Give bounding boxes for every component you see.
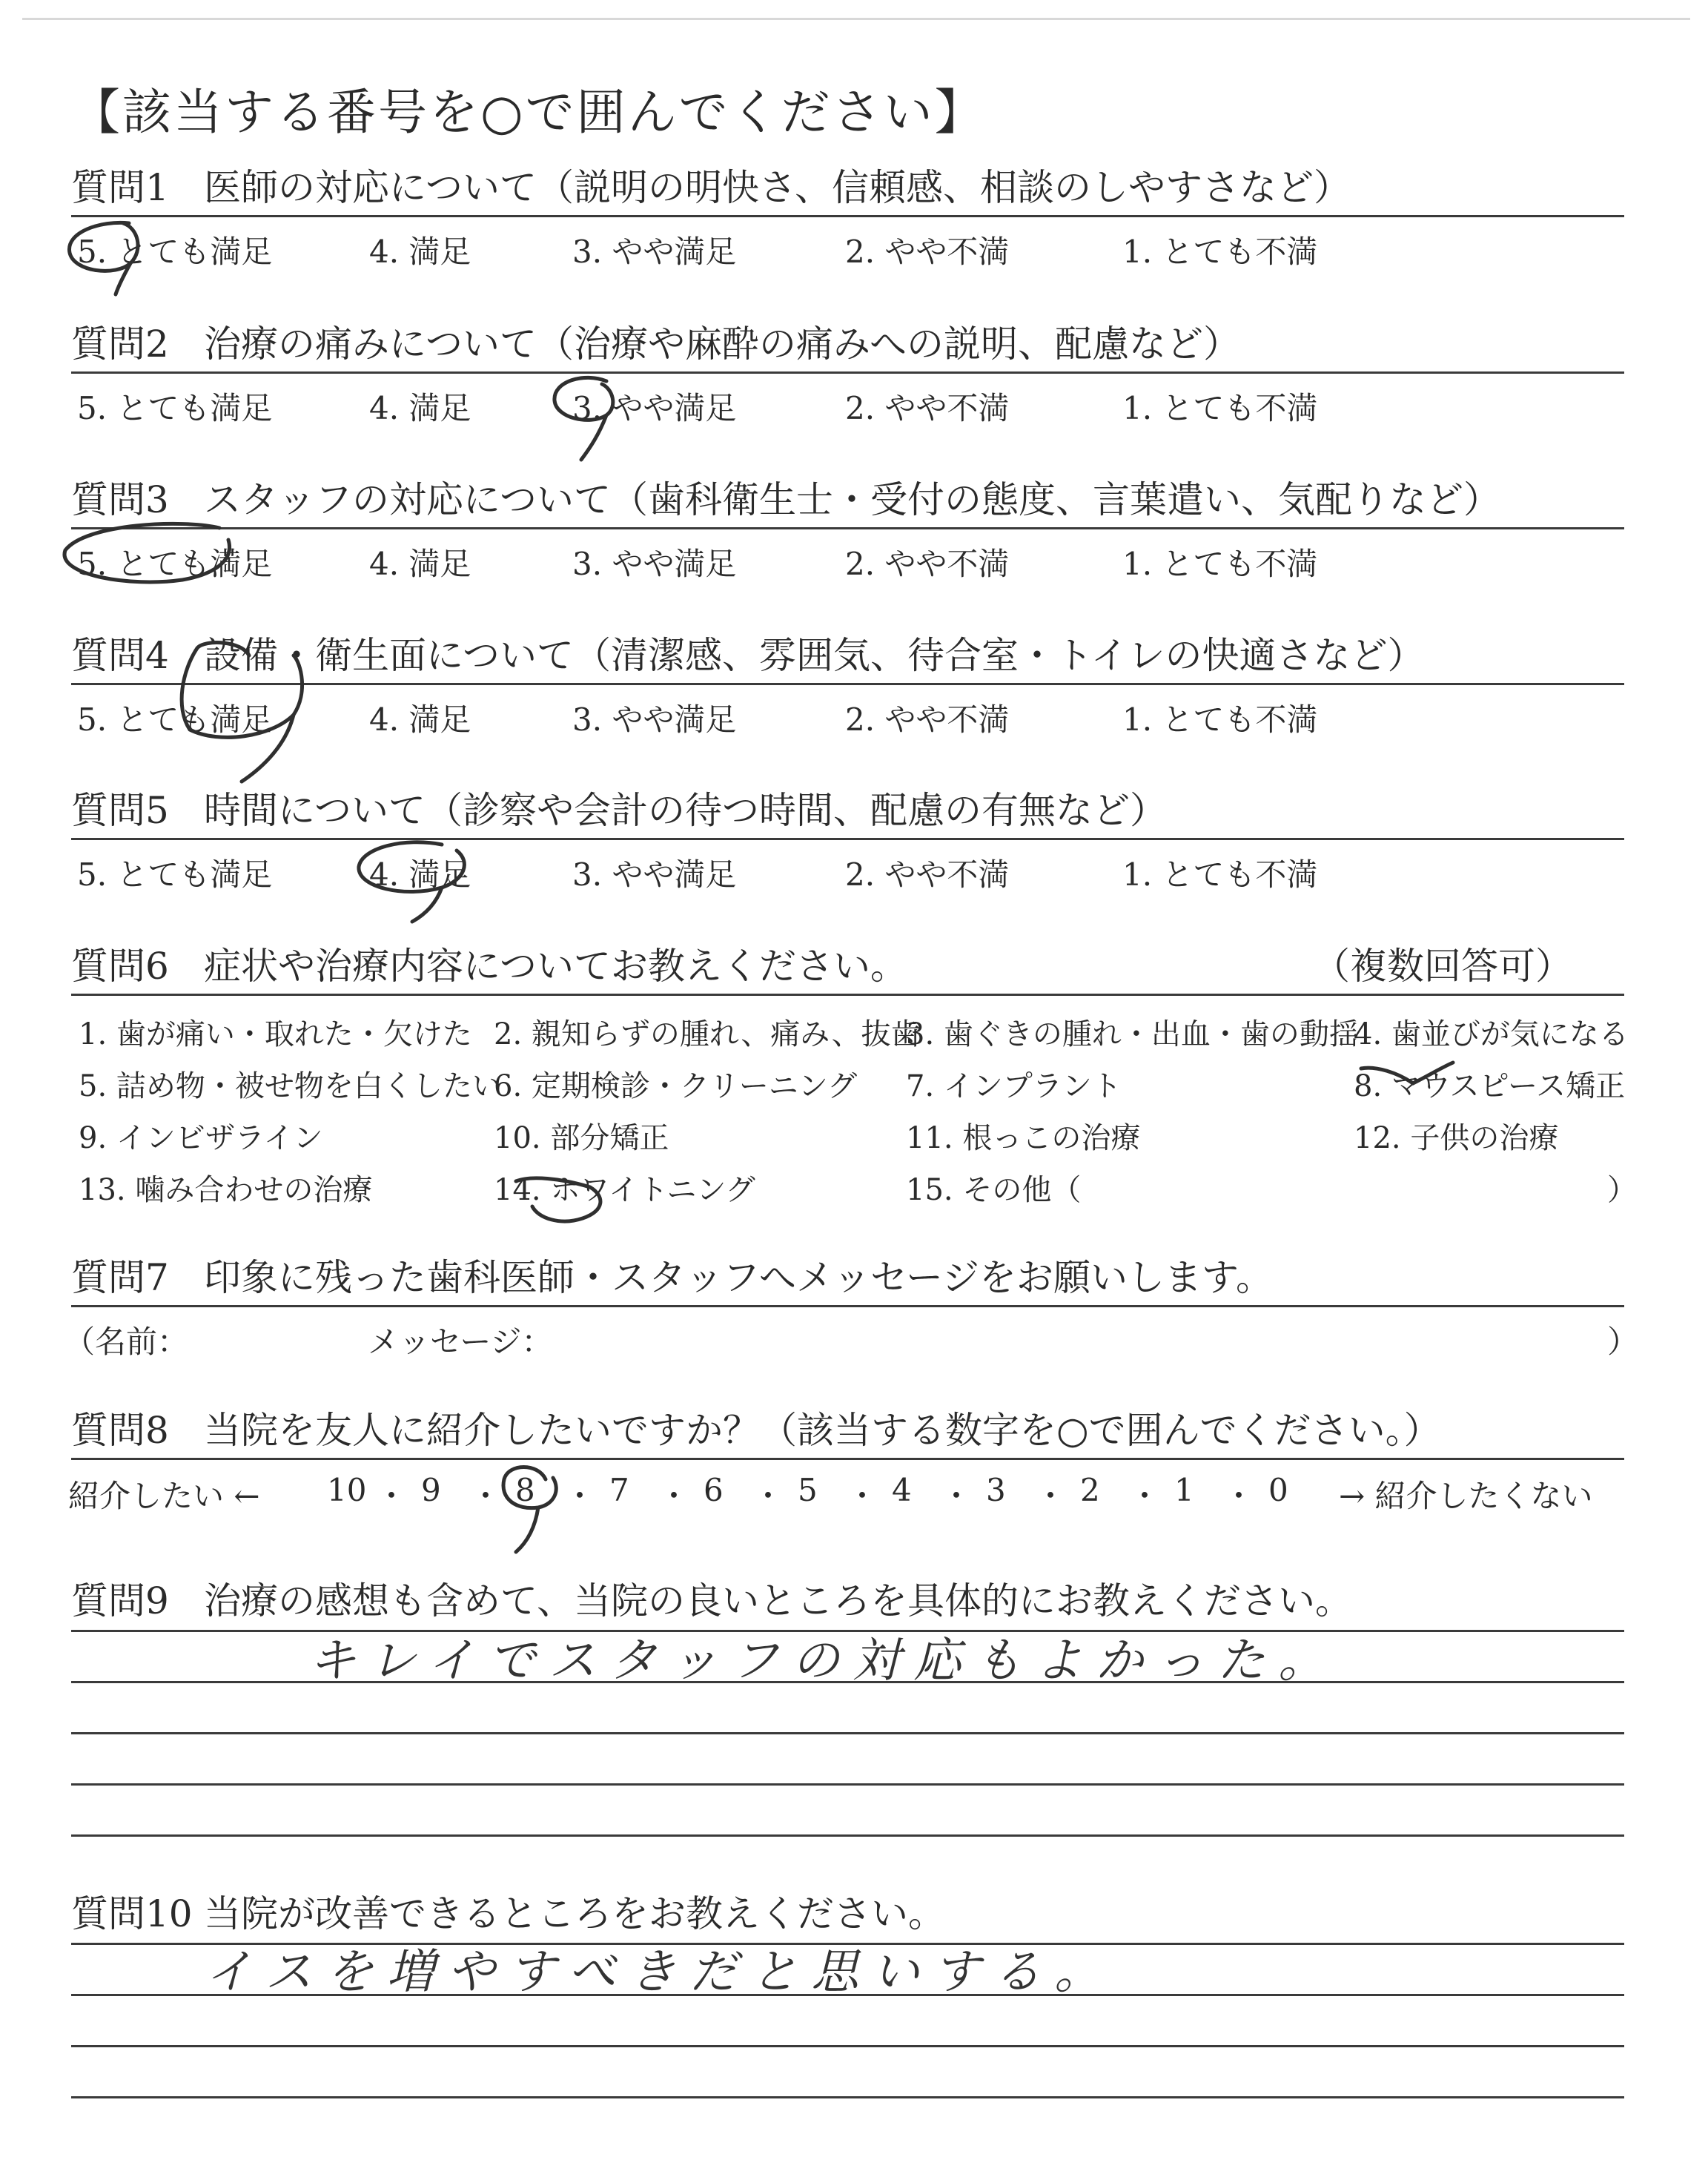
treatment-option[interactable]: 4. 歯並びが気になる (1354, 1017, 1629, 1051)
scale-separator: ・ (752, 1478, 784, 1514)
option-1[interactable]: 1. とても不満 (1122, 856, 1318, 893)
option-3[interactable]: 3. やや満足 (572, 701, 737, 738)
question-number: 質問2 (71, 323, 169, 366)
question-7 (64, 1255, 1639, 1360)
recommend-scale (68, 1460, 1624, 1514)
scale-number[interactable]: 0 (1268, 1472, 1288, 1508)
treatment-option[interactable]: 10. 部分矯正 (494, 1121, 669, 1155)
scale-separator: ・ (1035, 1478, 1067, 1514)
scale-separator: ・ (658, 1478, 690, 1514)
scale-number[interactable]: 3 (986, 1472, 1006, 1508)
answer-line (71, 1834, 1624, 1837)
name-label: （名前： (64, 1324, 189, 1360)
treatment-option-other[interactable]: 15. その他（ (906, 1173, 1082, 1207)
treatment-option[interactable]: 12. 子供の治療 (1354, 1121, 1559, 1155)
message-label: メッセージ： (368, 1324, 553, 1360)
question-text: 症状や治療内容についてお教えください。 (204, 945, 907, 988)
scale-separator: ・ (470, 1478, 502, 1514)
scale-separator: ・ (564, 1478, 596, 1514)
option-2[interactable]: 2. やや不満 (845, 234, 1010, 270)
rating-options (71, 529, 1624, 582)
question-number: 質問4 (71, 634, 169, 677)
question-text: スタッフの対応について（歯科衛生士・受付の態度、言葉遣い、気配りなど） (204, 478, 1500, 521)
question-text: 当院が改善できるところをお教えください。 (204, 1892, 945, 1935)
scale-number[interactable]: 1 (1174, 1472, 1194, 1508)
option-4[interactable]: 4. 満足 (369, 856, 471, 893)
scale-number[interactable]: 7 (609, 1472, 629, 1508)
option-1[interactable]: 1. とても不満 (1122, 546, 1318, 582)
handwritten-answer: イスを増やすべきだと思いする。 (205, 1945, 1116, 2000)
question-number: 質問10 (71, 1892, 193, 1935)
option-2[interactable]: 2. やや不満 (845, 546, 1010, 582)
treatment-option[interactable]: 11. 根っこの治療 (906, 1121, 1141, 1155)
rating-options (71, 840, 1624, 893)
scale-separator: ・ (941, 1478, 973, 1514)
option-3[interactable]: 3. やや満足 (572, 856, 737, 893)
option-3[interactable]: 3. やや満足 (572, 390, 737, 426)
scale-right-label: → 紹介したくない (1339, 1478, 1593, 1514)
option-1[interactable]: 1. とても不満 (1122, 390, 1318, 426)
option-2[interactable]: 2. やや不満 (845, 390, 1010, 426)
scale-number[interactable]: 2 (1080, 1472, 1100, 1508)
scale-separator: ・ (376, 1478, 408, 1514)
question-10 (71, 1891, 1624, 2147)
rating-options (71, 374, 1624, 426)
option-2[interactable]: 2. やや不満 (845, 701, 1010, 738)
treatment-options (71, 996, 1637, 1211)
treatment-option[interactable]: 5. 詰め物・被せ物を白くしたい (79, 1069, 502, 1103)
question-text: 設備・衛生面について（清潔感、雰囲気、待合室・トイレの快適さなど） (204, 634, 1425, 677)
treatment-option[interactable]: 6. 定期検診・クリーニング (494, 1069, 858, 1103)
other-close-paren: ） (1607, 1173, 1637, 1207)
option-2[interactable]: 2. やや不満 (845, 856, 1010, 893)
option-5[interactable]: 5. とても満足 (77, 856, 273, 893)
question-number: 質問5 (71, 789, 169, 832)
question-4 (71, 633, 1624, 738)
question-3 (71, 477, 1624, 582)
treatment-option[interactable]: 13. 噛み合わせの治療 (79, 1173, 373, 1207)
scale-number[interactable]: 9 (421, 1472, 441, 1508)
option-4[interactable]: 4. 満足 (369, 701, 471, 738)
option-5[interactable]: 5. とても満足 (77, 701, 273, 738)
scale-number-selected[interactable]: 8 (515, 1472, 535, 1508)
option-4[interactable]: 4. 満足 (369, 390, 471, 426)
option-4[interactable]: 4. 満足 (369, 234, 471, 270)
question-text: 医師の対応について（説明の明快さ、信頼感、相談のしやすさなど） (204, 166, 1351, 209)
scale-separator: ・ (1223, 1478, 1255, 1514)
treatment-option[interactable]: 9. インビザライン (79, 1121, 323, 1155)
scale-number[interactable]: 6 (704, 1472, 724, 1508)
option-3[interactable]: 3. やや満足 (572, 234, 737, 270)
treatment-option[interactable]: 3. 歯ぐきの腫れ・出血・歯の動揺 (906, 1017, 1359, 1051)
message-row (64, 1307, 1639, 1360)
question-text: 時間について（診察や会計の待つ時間、配慮の有無など） (204, 789, 1167, 832)
question-2 (71, 321, 1624, 426)
option-1[interactable]: 1. とても不満 (1122, 701, 1318, 738)
rating-options (71, 685, 1624, 738)
answer-lines (71, 1630, 1624, 1837)
question-number: 質問9 (71, 1579, 169, 1622)
question-9 (71, 1578, 1624, 1886)
answer-line (71, 1732, 1624, 1734)
handwritten-answer: キレイでスタッフの対応もよかった。 (308, 1634, 1340, 1688)
scale-separator: ・ (1129, 1478, 1161, 1514)
question-text: 治療の痛みについて（治療や麻酔の痛みへの説明、配慮など） (204, 323, 1240, 366)
question-1 (71, 165, 1624, 270)
scale-separator: ・ (847, 1478, 878, 1514)
scale-number[interactable]: 4 (892, 1472, 912, 1508)
question-number: 質問1 (71, 166, 169, 209)
question-number: 質問7 (71, 1256, 169, 1299)
option-5[interactable]: 5. とても満足 (77, 390, 273, 426)
question-text: 印象に残った歯科医師・スタッフへメッセージをお願いします。 (204, 1256, 1273, 1299)
answer-line (71, 2045, 1624, 2047)
question-text: 当院を友人に紹介したいですか？（該当する数字を○で囲んでください。） (204, 1409, 1441, 1452)
scale-number[interactable]: 5 (798, 1472, 818, 1508)
option-1[interactable]: 1. とても不満 (1122, 234, 1318, 270)
scale-left-label: 紹介したい ← (68, 1478, 260, 1514)
question-number: 質問3 (71, 478, 169, 521)
message-close-paren: ） (1607, 1324, 1639, 1360)
page-title: 【該当する番号を○で囲んでください】 (71, 84, 986, 141)
answer-lines (71, 1943, 1624, 2098)
question-number: 質問6 (71, 945, 169, 988)
answer-line (71, 2096, 1624, 2098)
multiple-answers-note: （複数回答可） (1313, 945, 1572, 988)
page-top-edge (22, 18, 1690, 20)
scale-number[interactable]: 10 (327, 1472, 367, 1508)
question-6 (71, 943, 1637, 1211)
option-5[interactable]: 5. とても満足 (77, 546, 273, 582)
question-text: 治療の感想も含めて、当院の良いところを具体的にお教えください。 (204, 1579, 1352, 1622)
answer-line (71, 1783, 1624, 1786)
option-5[interactable]: 5. とても満足 (77, 234, 273, 270)
treatment-option[interactable]: 2. 親知らずの腫れ、痛み、抜歯 (494, 1017, 921, 1051)
option-3[interactable]: 3. やや満足 (572, 546, 737, 582)
treatment-option[interactable]: 1. 歯が痛い・取れた・欠けた (79, 1017, 472, 1051)
treatment-option-selected[interactable]: 14. ホワイトニング (494, 1173, 755, 1207)
question-5 (71, 787, 1624, 893)
option-4[interactable]: 4. 満足 (369, 546, 471, 582)
question-number: 質問8 (71, 1409, 169, 1452)
question-8 (68, 1407, 1624, 1514)
rating-options (71, 217, 1624, 270)
treatment-option[interactable]: 7. インプラント (906, 1069, 1122, 1103)
treatment-option-selected[interactable]: 8. マウスピース矯正 (1354, 1069, 1626, 1103)
